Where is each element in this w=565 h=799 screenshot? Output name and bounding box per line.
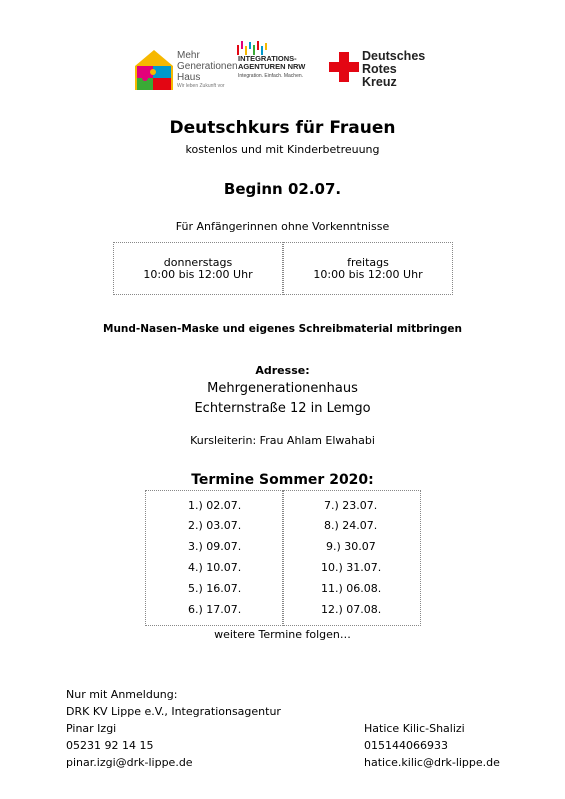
day-name: freitags (347, 256, 389, 269)
organization: DRK KV Lippe e.V., Integrationsagentur (66, 705, 281, 718)
date-item: 1.) 02.07. (188, 499, 242, 512)
date-item: 8.) 24.07. (324, 519, 378, 532)
date-item: 7.) 23.07. (324, 499, 378, 512)
dates-box-right (283, 490, 421, 626)
bars-icon (236, 41, 270, 55)
day-name: donnerstags (163, 256, 233, 269)
ia-line1: INTEGRATIONS- (238, 54, 297, 63)
date-item: 3.) 09.07. (188, 540, 242, 553)
dates-title: Termine Sommer 2020: (191, 472, 374, 488)
day-box-friday (283, 242, 453, 295)
contact1-name: Pinar Izgi (66, 722, 117, 735)
drk-line2: Rotes (362, 62, 397, 76)
date-item: 4.) 10.07. (188, 561, 242, 574)
mgh-line1: Mehr (177, 50, 200, 61)
drk-line3: Kreuz (362, 75, 397, 89)
day-time: 10:00 bis 12:00 Uhr (143, 268, 253, 281)
more-dates-note: weitere Termine folgen… (214, 628, 351, 641)
mehrgenerationenhaus-logo (133, 48, 238, 94)
contact2-email: hatice.kilic@drk-lippe.de (364, 756, 500, 769)
date-item: 6.) 17.07. (188, 603, 242, 616)
day-time: 10:00 bis 12:00 Uhr (313, 268, 423, 281)
instructor: Kursleiterin: Frau Ahlam Elwahabi (190, 434, 375, 447)
contact1-phone: 05231 92 14 15 (66, 739, 154, 752)
drk-line1: Deutsches (362, 49, 426, 63)
mask-note: Mund-Nasen-Maske und eigenes Schreibmaterial mitbringen (103, 323, 462, 335)
date-item: 2.) 03.07. (188, 519, 242, 532)
mgh-tagline: Wir leben Zukunft vor (177, 83, 225, 89)
dates-box-left (145, 490, 283, 626)
footer-right (364, 720, 500, 771)
house-puzzle-icon (133, 48, 175, 92)
ia-line2: AGENTUREN NRW (238, 62, 306, 71)
mgh-line2: Generationen (177, 61, 238, 72)
footer-left (66, 686, 281, 771)
address-line1: Mehrgenerationenhaus (207, 381, 358, 396)
page-subtitle: kostenlos und mit Kinderbetreuung (185, 143, 380, 156)
level-note: Für Anfängerinnen ohne Vorkenntnisse (175, 220, 390, 233)
date-item: 12.) 07.08. (321, 603, 382, 616)
date-item: 5.) 16.07. (188, 582, 242, 595)
page-title: Deutschkurs für Frauen (169, 118, 396, 138)
registration-note: Nur mit Anmeldung: (66, 688, 178, 701)
address-line2: Echternstraße 12 in Lemgo (194, 401, 371, 416)
date-item: 9.) 30.07 (326, 540, 376, 553)
date-item: 11.) 06.08. (321, 582, 382, 595)
contact2-phone: 015144066933 (364, 739, 448, 752)
contact2-name: Hatice Kilic-Shalizi (364, 722, 465, 735)
date-item: 10.) 31.07. (321, 561, 382, 574)
red-cross-icon (329, 52, 359, 82)
start-date: Beginn 02.07. (223, 180, 342, 198)
contact1-email: pinar.izgi@drk-lippe.de (66, 756, 193, 769)
integrationsagenturen-logo (236, 40, 328, 90)
mgh-line3: Haus (177, 72, 201, 83)
ia-tagline: Integration. Einfach. Machen. (238, 73, 304, 79)
address-label: Adresse: (255, 364, 310, 377)
drk-logo (329, 44, 439, 94)
day-box-thursday (113, 242, 283, 295)
